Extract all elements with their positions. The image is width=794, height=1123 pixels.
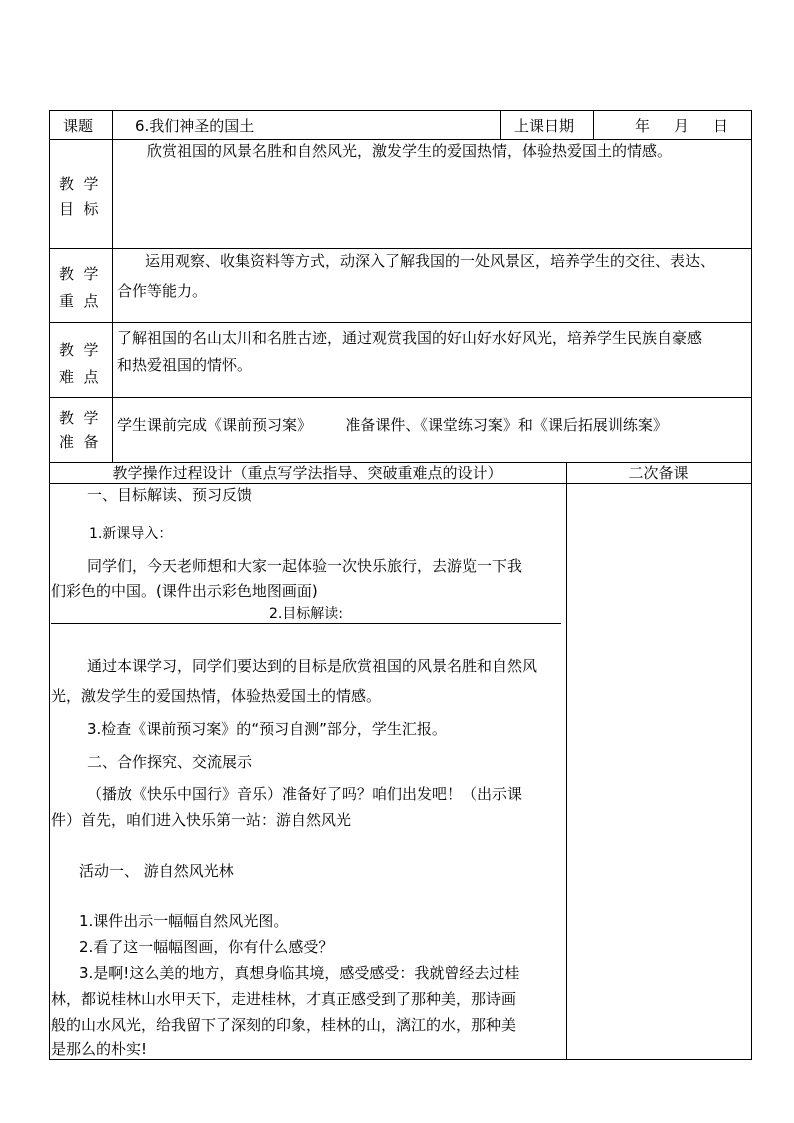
subject-title: 6.我们神圣的国土 — [135, 117, 255, 135]
intro-text-line2: 们彩色的中国。(课件出示彩色地图画面) — [51, 582, 318, 600]
intro-text-line1: 同学们，今天老师想和大家一起体验一次快乐旅行，去游览一下我 — [87, 557, 523, 575]
step-3-line3: 般的山水风光，给我留下了深刻的印象，桂林的山，漓江的水，那种美 — [51, 1016, 517, 1034]
table-border-right — [751, 110, 752, 1060]
table-rule — [49, 248, 752, 249]
date-year: 年 — [635, 117, 651, 135]
table-rule — [49, 322, 752, 323]
table-border-top — [49, 110, 752, 111]
table-border-left — [49, 110, 50, 1060]
subject-label: 课题 — [63, 117, 94, 135]
preparation-label-line1: 教 学 — [59, 409, 99, 427]
date-label-divider — [500, 110, 501, 139]
intro-heading: 1.新课导入： — [89, 526, 173, 542]
label-column-divider — [112, 110, 113, 462]
difficulties-text-line2: 和热爱祖国的情怀。 — [117, 356, 253, 374]
second-prep-header: 二次备课 — [628, 464, 689, 482]
date-month: 月 — [674, 117, 690, 135]
table-border-bottom — [49, 1059, 752, 1060]
table-rule — [49, 483, 752, 484]
keypoints-label-line2: 重 点 — [59, 292, 99, 310]
keypoints-text-line2: 合作等能力。 — [117, 282, 208, 300]
goal-reading-line1: 通过本课学习，同学们要达到的目标是欣赏祖国的风景名胜和自然风 — [87, 657, 538, 675]
music-line2: 件）首先，咱们进入快乐第一站：游自然风光 — [51, 811, 352, 829]
date-value-divider — [593, 110, 594, 139]
table-rule — [49, 397, 752, 398]
preview-check: 3.检查《课前预习案》的“预习自测”部分，学生汇报。 — [87, 720, 447, 738]
preparation-label-line2: 准 备 — [59, 433, 99, 451]
goal-reading-line2: 光，激发学生的爱国热情，体验热爱国土的情感。 — [51, 687, 382, 705]
keypoints-label-line1: 教 学 — [59, 265, 99, 283]
preparation-text: 学生课前完成《课前预习案》 准备课件、《课堂练习案》和《课后拓展训练案》 — [117, 416, 668, 434]
activity-heading: 活动一、 游自然风光林 — [79, 862, 234, 880]
goal-reading-heading: 2.目标解读: — [268, 606, 344, 622]
keypoints-text-line1: 运用观察、收集资料等方式，动深入了解我国的一处风景区，培养学生的交往、表达、 — [145, 252, 716, 270]
difficulties-label-line2: 难 点 — [59, 368, 99, 386]
difficulties-text-line1: 了解祖国的名山太川和名胜古迹，通过观赏我国的好山好水好风光，培养学生民族自豪感 — [117, 329, 703, 347]
lesson-plan-table — [49, 110, 752, 1060]
second-prep-divider — [566, 462, 567, 1059]
difficulties-label-line1: 教 学 — [59, 341, 99, 359]
date-label: 上课日期 — [514, 117, 575, 135]
step-3-line1: 3.是啊!这么美的地方，真想身临其境，感受感受：我就曾经去过桂 — [79, 964, 520, 982]
step-3-line4: 是那么的朴实! — [51, 1040, 148, 1058]
step-1: 1.课件出示一幅幅自然风光图。 — [79, 912, 289, 930]
section-heading-1: 一、目标解读、预习反馈 — [87, 486, 253, 504]
goals-text: 欣赏祖国的风景名胜和自然风光，激发学生的爱国热情，体验热爱国土的情感。 — [147, 142, 673, 160]
table-rule — [49, 139, 752, 140]
process-header: 教学操作过程设计（重点写学法指导、突破重难点的设计） — [112, 464, 503, 482]
goals-label-line1: 教 学 — [59, 175, 99, 193]
step-2: 2.看了这一幅幅图画，你有什么感受？ — [79, 938, 334, 956]
music-line1: （播放《快乐中国行》音乐）准备好了吗？咱们出发吧！（出示课 — [87, 785, 523, 803]
section-heading-2: 二、合作探究、交流展示 — [87, 753, 253, 771]
step-3-line2: 林，都说桂林山水甲天下，走进桂林，才真正感受到了那种美，那诗画 — [51, 990, 517, 1008]
goals-label-line2: 目 标 — [59, 200, 99, 218]
date-day: 日 — [713, 117, 729, 135]
